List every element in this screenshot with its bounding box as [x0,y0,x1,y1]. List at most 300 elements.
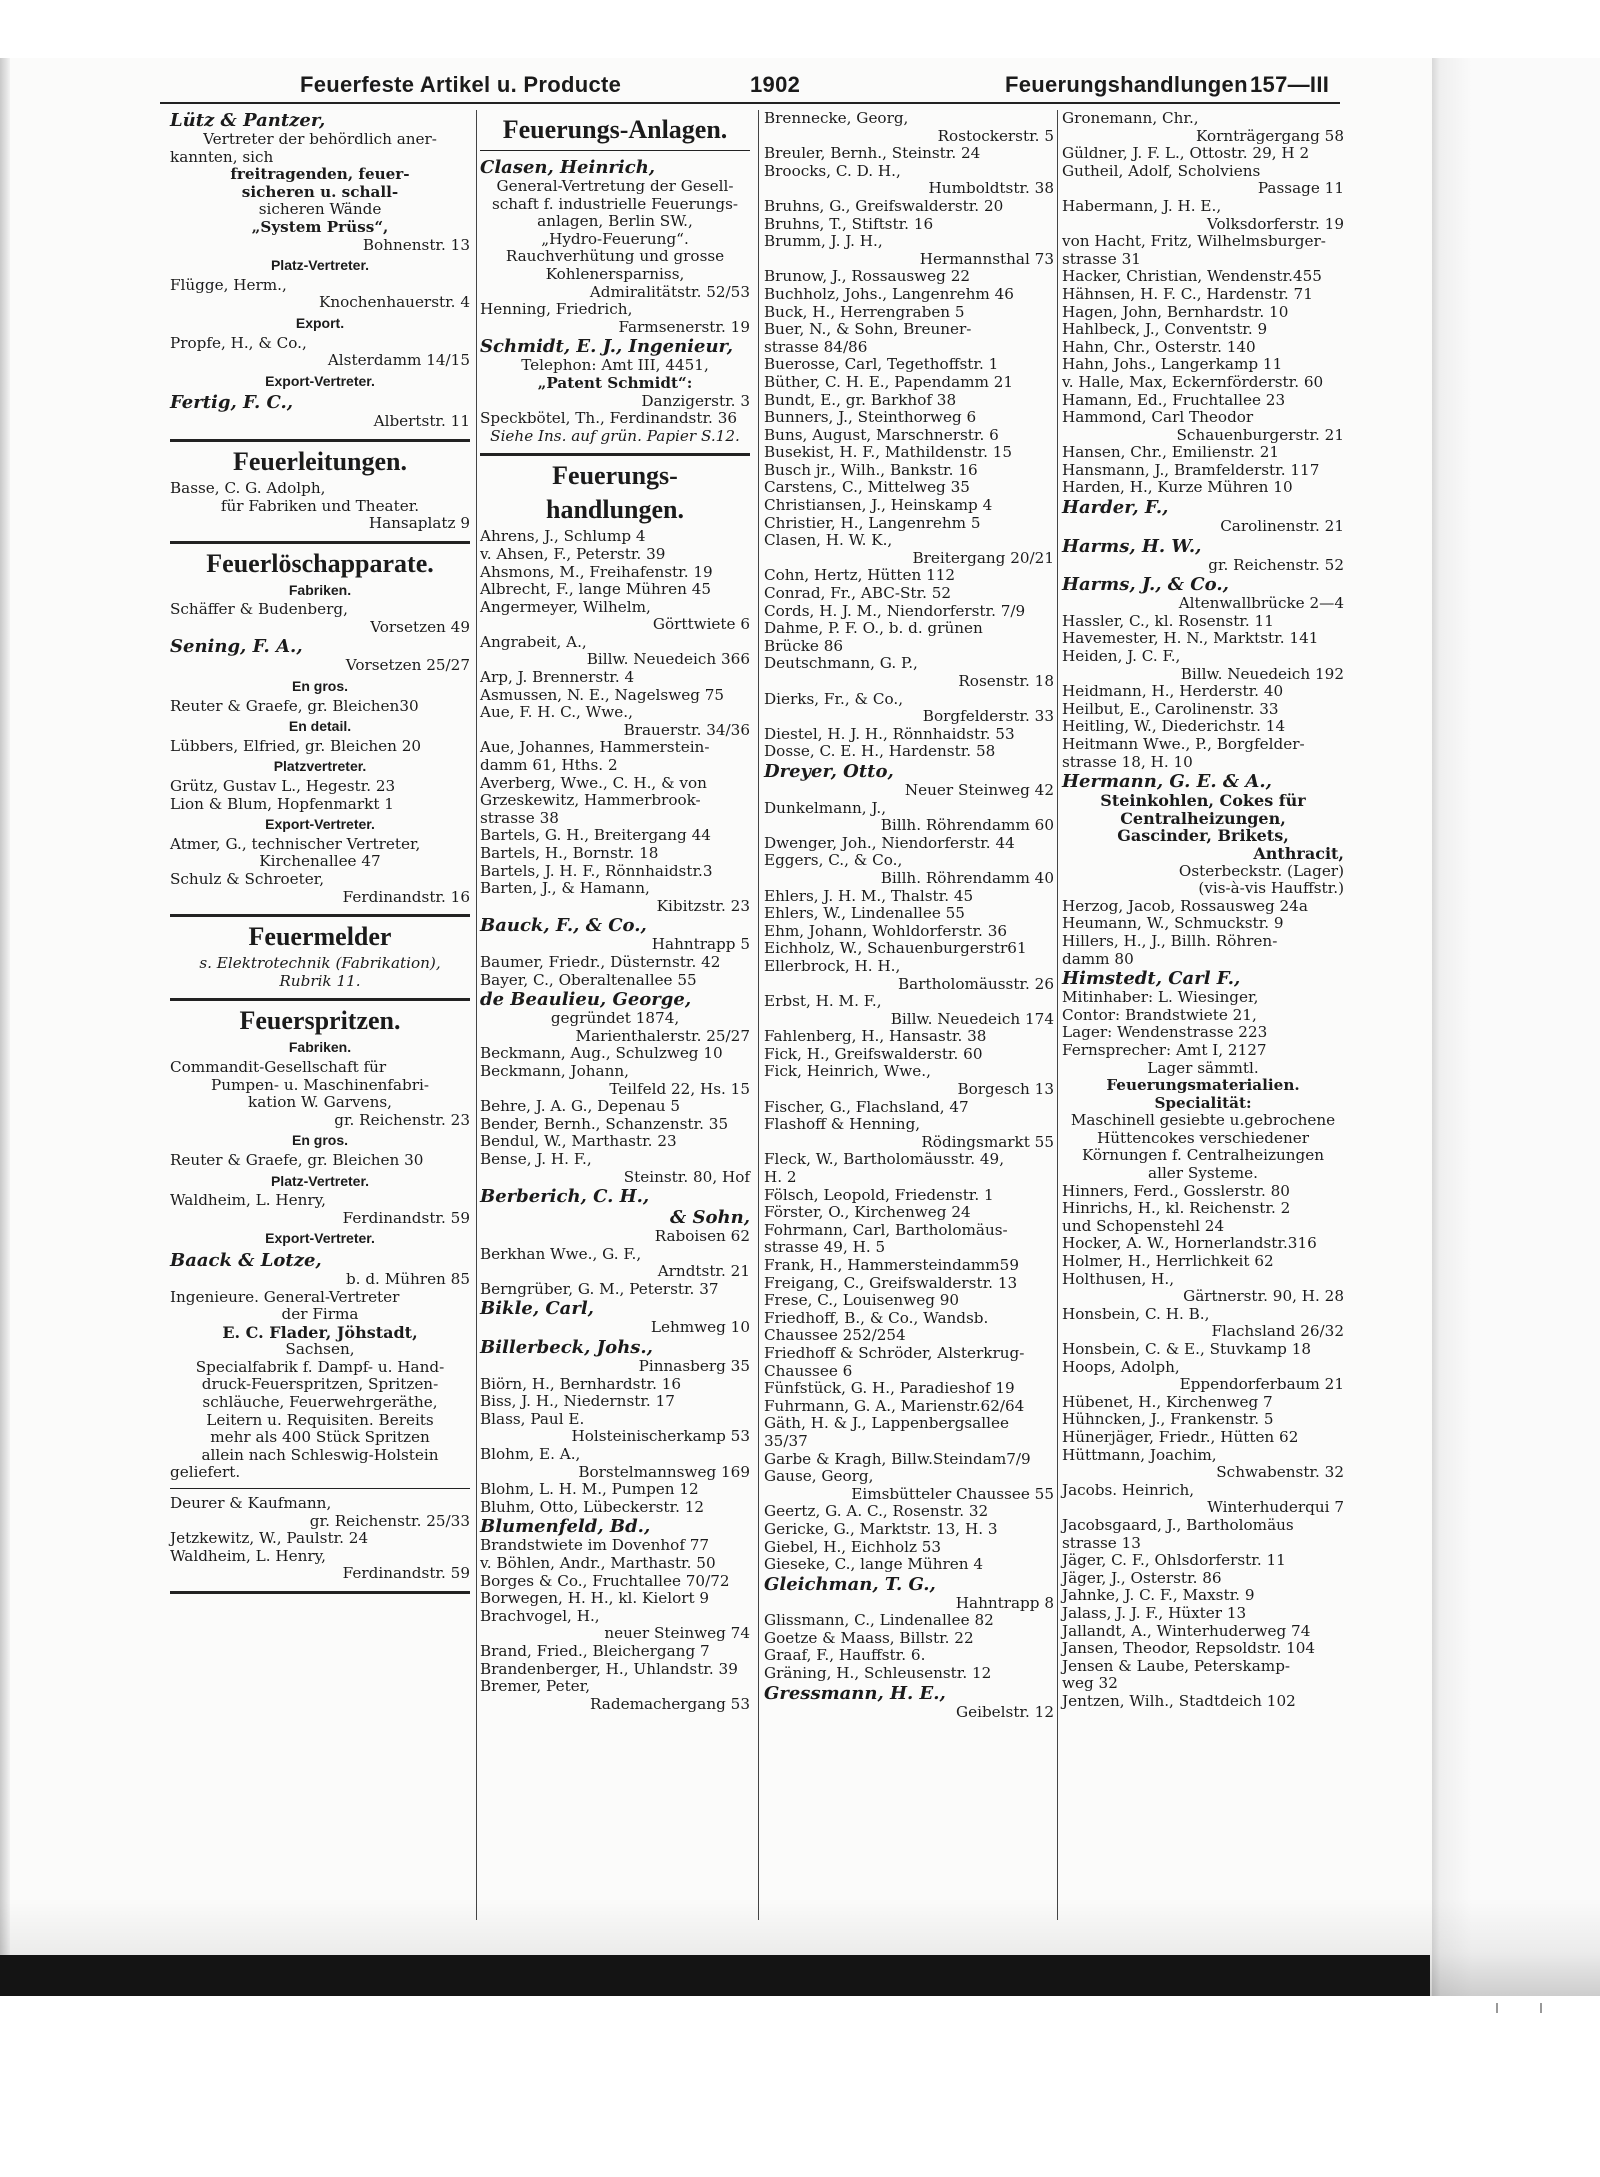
entry-line: Fahlenberg, H., Hansastr. 38 [764,1027,987,1046]
entry-line: Hammond, Carl Theodor [1062,408,1254,427]
entry-line: Ingenieure. General-Vertreter [170,1287,400,1306]
firm-name: Gleichman, T. G., [764,1573,936,1595]
entry-line: weg 32 [1062,1674,1118,1693]
entry-line: Erbst, H. M. F., [764,992,882,1011]
entry-line: Marienthalerstr. 25/27 [575,1026,750,1045]
entry-line: Pinnasberg 35 [638,1357,750,1376]
entry-line: Humboldtstr. 38 [928,179,1054,198]
entry-line: Jentzen, Wilh., Stadtdeich 102 [1062,1691,1296,1710]
entry-line: gr. Reichenstr. 52 [1208,555,1344,574]
entry-line: gr. Reichenstr. 25/33 [309,1511,470,1530]
header-page-number: 157—III [1250,72,1330,97]
entry-line: Görttwiete 6 [652,615,750,634]
entry-line: (vis-à-vis Hauffstr.) [1198,879,1344,898]
entry-line: aller Systeme. [1148,1164,1258,1183]
entry-line: Hocker, A. W., Hornerlandstr.316 [1062,1234,1317,1253]
entry-line: Lager: Wendenstrasse 223 [1062,1023,1268,1042]
entry-line: Lübbers, Elfried, gr. Bleichen 20 [170,736,422,755]
entry-line: Jensen & Laube, Peterskamp- [1062,1656,1291,1675]
entry-line: sicheren Wände [258,200,382,219]
entry-line: Ahsmons, M., Freihafenstr. 19 [480,562,713,581]
header-year: 1902 [750,72,801,97]
entry-line: Ferdinandstr. 59 [342,1208,470,1227]
entry-line: Beckmann, Johann, [480,1061,629,1080]
entry-line: E. C. Flader, Jöhstadt, [222,1322,418,1342]
entry-line: Albertstr. 11 [373,412,470,431]
entry-line: anlagen, Berlin SW., [537,212,693,231]
entry-line: Hinners, Ferd., Gosslerstr. 80 [1062,1181,1290,1200]
entry-line: Fölsch, Leopold, Friedenstr. 1 [764,1185,994,1204]
entry-line: damm 80 [1062,949,1134,968]
scan-bottom-edge [0,1955,1430,1996]
entry-line: Bartels, J. H. F., Rönnhaidstr.3 [480,861,713,880]
entry-line: Contor: Brandstwiete 21, [1062,1005,1257,1024]
entry-line: Heitling, W., Diederichstr. 14 [1062,717,1286,736]
entry-line: Giebel, H., Eichholz 53 [764,1537,942,1556]
entry-line: Telephon: Amt III, 4451, [521,356,709,375]
entry-line: Gieseke, C., lange Mühren 4 [764,1555,984,1574]
column-3 [764,110,1054,1721]
entry-line: sicheren u. schall- [241,182,399,201]
column-divider [1057,110,1058,1920]
entry-line: Borwegen, H. H., kl. Kielort 9 [480,1589,710,1608]
section-rule [480,150,750,151]
firm-name: Schmidt, E. J., Ingenieur, [480,336,733,358]
entry-line: allein nach Schleswig-Holstein [201,1445,439,1464]
entry-line: Biss, J. H., Niedernstr. 17 [480,1392,675,1411]
entry-line: Borges & Co., Fruchtallee 70/72 [480,1571,730,1590]
entry-line: Neuer Steinweg 42 [904,780,1054,799]
entry-line: Hinrichs, H., kl. Reichenstr. 2 [1062,1199,1291,1218]
entry-line: Anthracit, [1253,843,1344,863]
entry-line: Grzeskewitz, Hammerbrook- [480,791,701,810]
entry-line: Hansmann, J., Bramfelderstr. 117 [1062,460,1320,479]
entry-line: Brandenberger, H., Uhlandstr. 39 [480,1659,738,1678]
entry-line: Busch jr., Wilh., Bankstr. 16 [764,460,978,479]
entry-line: Eggers, C., & Co., [764,851,903,870]
entry-line: Rubrik 11. [279,971,361,990]
entry-line: Buck, H., Herrengraben 5 [764,302,965,321]
entry-line: Atmer, G., technischer Vertreter, [170,834,421,853]
entry-line: Frese, C., Louisenweg 90 [764,1291,960,1310]
entry-line: strasse 49, H. 5 [764,1238,886,1257]
entry-line: Gutheil, Adolf, Scholviens [1062,161,1261,180]
firm-name: Bauck, F., & Co., [480,915,647,937]
entry-line: Rosenstr. 18 [958,672,1054,690]
entry-line: Steinstr. 80, Hof [623,1167,750,1186]
entry-line: Grütz, Gustav L., Hegestr. 23 [170,777,396,796]
entry-line: Brand, Fried., Bleichergang 7 [480,1641,710,1660]
section-rule [170,439,470,442]
entry-line: Berkhan Wwe., G. F., [480,1244,642,1263]
entry-line: Steinkohlen, Cokes für [1100,791,1306,811]
entry-line: Fischer, G., Flachsland, 47 [764,1097,969,1116]
entry-line: Borgesch 13 [957,1080,1054,1099]
entry-line: Bartels, H., Bornstr. 18 [480,844,659,862]
entry-line: Siehe Ins. auf grün. Papier S.12. [490,426,740,445]
column-divider [758,110,759,1920]
entry-line: Alsterdamm 14/15 [327,351,470,370]
entry-line: Fohrmann, Carl, Bartholomäus- [764,1220,1008,1239]
subsection-label: En gros. [291,678,348,695]
firm-name: Billerbeck, Johs., [480,1337,653,1359]
entry-line: Frank, H., Hammersteindamm59 [764,1256,1019,1274]
entry-line: Brauerstr. 34/36 [623,720,750,739]
entry-line: Deutschmann, G. P., [764,654,918,673]
entry-line: General-Vertretung der Gesell- [496,177,734,195]
entry-line: Vorsetzen 25/27 [345,656,470,675]
entry-line: Breitergang 20/21 [912,548,1054,567]
entry-line: Hübenet, H., Kirchenweg 7 [1062,1392,1273,1411]
entry-line: Diestel, H. J. H., Rönnhaidstr. 53 [764,724,1015,743]
firm-name: Dreyer, Otto, [764,760,894,782]
column-2 [480,110,750,1713]
entry-line: v. Ahsen, F., Peterstr. 39 [480,544,666,563]
directory-page [10,58,1430,1958]
entry-line: Maschinell gesiebte u.gebrochene [1070,1111,1336,1130]
entry-line: Dahme, P. F. O., b. d. grünen [764,619,983,638]
entry-line: Rauchverhütung und grosse [505,247,725,266]
entry-line: Behre, J. A. G., Depenau 5 [480,1097,681,1116]
entry-line: gegründet 1874, [550,1009,680,1028]
entry-line: geliefert. [170,1463,241,1482]
entry-line: Broocks, C. D. H., [764,161,901,180]
entry-line: Havemester, H. N., Marktstr. 141 [1062,629,1319,648]
scan-right-margin [1432,58,1600,1996]
entry-line: Garbe & Kragh, Billw.Steindam7/9 [764,1449,1031,1468]
edge-mark [1540,2003,1542,2013]
entry-line: damm 61, Hths. 2 [480,756,618,775]
entry-line: Jansen, Theodor, Repsoldstr. 104 [1062,1639,1316,1658]
entry-line: Fernsprecher: Amt I, 2127 [1062,1040,1267,1059]
entry-line: v. Böhlen, Andr., Marthastr. 50 [480,1554,716,1572]
entry-line: neuer Steinweg 74 [604,1624,750,1643]
entry-line: Cords, H. J. M., Niendorferstr. 7/9 [764,601,1026,620]
entry-line: Dierks, Fr., & Co., [764,689,904,708]
entry-line: Leitern u. Requisiten. Bereits [206,1410,434,1429]
entry-line: kannten, sich [170,147,274,166]
firm-name: Harder, F., [1062,497,1169,519]
entry-line: Gärtnerstr. 90, H. 28 [1183,1287,1344,1306]
subsection-label: Platz-Vertreter. [270,1172,370,1189]
entry-line: von Hacht, Fritz, Wilhelmsburger- [1062,232,1326,251]
entry-line: Hühncken, J., Frankenstr. 5 [1062,1410,1274,1429]
entry-line: Glissmann, C., Lindenallee 82 [764,1611,994,1630]
entry-line: Dwenger, Joh., Niendorferstr. 44 [764,833,1015,852]
entry-line: Blohm, E. A., [480,1445,581,1464]
entry-line: Hüttmann, Joachim, [1062,1445,1217,1464]
firm-name: Berberich, C. H., [480,1186,650,1208]
entry-line: Borstelmannsweg 169 [578,1462,750,1481]
entry-line: schläuche, Feuerwehrgeräthe, [202,1393,438,1412]
entry-line: Fick, Heinrich, Wwe., [764,1062,931,1081]
section-rule [170,998,470,1001]
entry-line: freitragenden, feuer- [230,165,410,184]
entry-line: Hermannsthal 73 [919,249,1054,268]
entry-line: Bohnenstr. 13 [362,235,470,254]
entry-line: Propfe, H., & Co., [170,333,307,352]
entry-line: Bender, Bernh., Schanzenstr. 35 [480,1114,729,1133]
firm-name: & Sohn, [670,1207,750,1229]
entry-line: Lager sämmtl. [1147,1058,1259,1077]
entry-line: Brumm, J. J. H., [764,232,883,251]
entry-line: b. d. Mühren 85 [345,1269,470,1288]
section-heading: handlungen. [545,495,685,525]
entry-line: Eichholz, W., Schauenburgerstr61 [764,939,1027,958]
entry-line: Sachsen, [285,1340,355,1359]
entry-line: Hähnsen, H. F. C., Hardenstr. 71 [1062,284,1313,303]
entry-line: Kibitzstr. 23 [656,896,750,915]
firm-name: Baack & Lotze, [170,1249,322,1271]
entry-line: Kornträgergang 58 [1196,126,1344,145]
entry-line: Buer, N., & Sohn, Breuner- [764,320,972,339]
entry-line: der Firma [281,1305,359,1324]
entry-line: Schäffer & Budenberg, [170,600,348,619]
entry-line: Buerosse, Carl, Tegethoffstr. 1 [764,355,999,374]
entry-line: Kohlenersparniss, [545,264,685,283]
entry-line: Reuter & Graefe, gr. Bleichen30 [170,696,419,715]
entry-line: Friedhoff, B., & Co., Wandsb. [764,1308,989,1327]
entry-line: Jacobsgaard, J., Bartholomäus [1062,1515,1294,1534]
entry-line: Christiansen, J., Heinskamp 4 [764,496,993,515]
entry-line: Bunners, J., Steinthorweg 6 [764,408,977,427]
entry-line: Aue, F. H. C., Wwe., [480,703,633,722]
section-heading: Feuerleitungen. [232,446,408,476]
entry-line: Holthusen, H., [1062,1269,1175,1288]
entry-line: Biörn, H., Bernhardstr. 16 [480,1374,682,1393]
subsection-label: Export-Vertreter. [265,372,375,389]
entry-line: Honsbein, C. & E., Stuvkamp 18 [1062,1340,1312,1358]
entry-line: Blohm, L. H. M., Pumpen 12 [480,1480,699,1499]
entry-line: 35/37 [764,1431,808,1450]
firm-name: Clasen, Heinrich, [480,157,656,178]
entry-line: Fünfstück, G. H., Paradieshof 19 [764,1379,1015,1398]
entry-line: Osterbeckstr. (Lager) [1178,861,1344,880]
entry-line: H. 2 [764,1168,797,1187]
entry-line: Ferdinandstr. 16 [342,887,470,906]
entry-line: Rödingsmarkt 55 [921,1132,1054,1151]
entry-line: Geertz, G. A. C., Rosenstr. 32 [764,1502,989,1521]
section-heading: Feuermelder [248,922,392,952]
entry-line: Ahrens, J., Schlump 4 [480,527,646,546]
entry-line: Freigang, C., Greifswalderstr. 13 [764,1273,1018,1292]
entry-line: Flügge, Herm., [170,275,287,294]
edge-mark [1496,2003,1498,2013]
entry-line: Fleck, W., Bartholomäusstr. 49, [764,1150,1005,1169]
subsection-label: Fabriken. [288,1039,352,1056]
entry-line: Heilbut, E., Carolinenstr. 33 [1062,699,1279,718]
entry-line: Chaussee 252/254 [764,1326,906,1345]
entry-line: Hahntrapp 5 [651,935,750,954]
entry-line: Heumann, W., Schmuckstr. 9 [1062,914,1284,933]
entry-line: Brücke 86 [764,636,844,655]
entry-line: Geibelstr. 12 [955,1702,1054,1721]
entry-line: Schulz & Schroeter, [170,870,325,888]
entry-line: Berngrüber, G. M., Peterstr. 37 [480,1279,719,1298]
entry-line: Ferdinandstr. 59 [342,1564,470,1583]
entry-line: Eppendorferbaum 21 [1179,1375,1344,1394]
entry-line: Waldheim, L. Henry, [170,1546,327,1565]
entry-line: Hassler, C., kl. Rosenstr. 11 [1062,611,1274,630]
entry-line: Gronemann, Chr., [1062,109,1199,127]
entry-line: Hillers, H., J., Billh. Röhren- [1062,931,1278,950]
entry-line: Lehmweg 10 [650,1318,750,1337]
entry-line: Gericke, G., Marktstr. 13, H. 3 [764,1519,998,1538]
subsection-label: Fabriken. [288,581,352,598]
entry-line: Busekist, H. F., Mathildenstr. 15 [764,443,1013,462]
column-divider [476,110,477,1920]
entry-line: strasse 31 [1062,249,1141,268]
entry-line: strasse 18, H. 10 [1062,752,1193,771]
entry-line: Volksdorferstr. 19 [1206,214,1344,233]
entry-line: Schauenburgerstr. 21 [1176,425,1344,444]
entry-line: Gause, Georg, [764,1467,874,1486]
entry-line: Eimsbütteler Chaussee 55 [851,1484,1054,1503]
entry-line: Centralheizungen, [1120,808,1286,828]
running-header [160,66,1340,104]
firm-name: Harms, J., & Co., [1062,574,1229,596]
entry-line: Conrad, Fr., ABC-Str. 52 [764,584,952,603]
section-rule [170,1591,470,1594]
entry-line: Reuter & Graefe, gr. Bleichen 30 [170,1150,424,1169]
subsection-label: En detail. [288,718,352,735]
entry-line: Büther, C. H. E., Papendamm 21 [764,372,1014,391]
entry-line: „Patent Schmidt“: [537,373,693,392]
firm-name: Hermann, G. E. & A., [1062,771,1272,793]
entry-line: Gascinder, Brikets, [1117,826,1289,846]
entry-line: Teilfeld 22, Hs. 15 [609,1079,750,1098]
section-heading: Feuerungs- [552,461,678,491]
entry-line: Holsteinischerkamp 53 [571,1427,750,1446]
entry-line: Altenwallbrücke 2—4 [1178,594,1344,613]
subsection-label: Export-Vertreter. [265,816,375,833]
entry-line: Güldner, J. F. L., Ottostr. 29, H 2 [1062,144,1310,163]
section-rule [170,914,470,917]
subsection-label: Platzvertreter. [273,758,367,775]
entry-line: Bartholomäusstr. 26 [897,974,1054,993]
entry-line: Dosse, C. E. H., Hardenstr. 58 [764,742,996,761]
entry-line: Herzog, Jacob, Rossausweg 24a [1062,896,1308,915]
entry-line: Barten, J., & Hamann, [480,879,650,898]
entry-line: Brennecke, Georg, [764,109,909,127]
entry-line: Carolinenstr. 21 [1220,517,1344,536]
subsection-label: Platz-Vertreter. [270,257,370,274]
entry-line: Jäger, C. F., Ohlsdorferstr. 11 [1062,1551,1286,1570]
entry-line: Buchholz, Johs., Langenrehm 46 [764,284,1014,303]
entry-line: Aue, Johannes, Hammerstein- [480,738,710,757]
entry-line: Billw. Neuedeich 174 [890,1009,1054,1028]
entry-line: Hamann, Ed., Fruchtallee 23 [1062,390,1286,409]
entry-line: Billh. Röhrendamm 60 [880,816,1054,835]
entry-line: Bayer, C., Oberaltenallee 55 [480,970,697,989]
section-rule [170,1488,470,1489]
section-heading: Feuerlöschapparate. [206,548,434,578]
entry-line: Bendul, W., Marthastr. 23 [480,1132,677,1151]
entry-line: Clasen, H. W. K., [764,531,893,550]
entry-line: Angrabeit, A., [480,632,587,651]
entry-line: Waldheim, L. Henry, [170,1191,327,1210]
entry-line: Honsbein, C. H. B., [1062,1304,1210,1323]
subsection-label: Export-Vertreter. [265,1230,375,1247]
entry-line: Hagen, John, Bernhardstr. 10 [1062,302,1289,321]
entry-line: Jalass, J. J. F., Hüxter 13 [1062,1603,1247,1622]
entry-line: Bartels, G. H., Breitergang 44 [480,826,711,845]
entry-line: Holmer, H., Herrlichkeit 62 [1062,1252,1274,1271]
entry-line: Fick, H., Greifswalderstr. 60 [764,1044,983,1063]
entry-line: Hansaplatz 9 [368,514,470,533]
section-heading: Feuerungs-Anlagen. [502,115,728,144]
entry-line: „System Prüss“, [251,217,389,236]
entry-line: gr. Reichenstr. 23 [334,1110,470,1129]
entry-line: Bruhns, T., Stiftstr. 16 [764,214,934,233]
entry-line: Bremer, Peter, [480,1677,591,1696]
entry-line: Habermann, J. H. E., [1062,196,1222,215]
entry-line: Hünerjäger, Friedr., Hütten 62 [1062,1427,1299,1446]
entry-line: Admiralitätstr. 52/53 [589,282,750,301]
entry-line: strasse 13 [1062,1533,1141,1552]
entry-line: strasse 84/86 [764,337,868,356]
entry-line: Henning, Friedrich, [480,300,633,319]
entry-line: Hoops, Adolph, [1062,1357,1180,1376]
entry-line: Raboisen 62 [654,1227,750,1246]
entry-line: Hahn, Johs., Langerkamp 11 [1062,355,1283,374]
entry-line: Jacobs. Heinrich, [1062,1480,1195,1499]
firm-name: Gressmann, H. E., [764,1682,946,1704]
entry-line: Gräning, H., Schleusenstr. 12 [764,1664,992,1683]
entry-line: Angermeyer, Wilhelm, [480,597,651,616]
header-right-title: Feuerungshandlungen [1005,72,1248,97]
entry-line: kation W. Garvens, [248,1093,392,1112]
entry-line: Farmsenerstr. 19 [618,317,750,336]
entry-line: Heiden, J. C. F., [1062,647,1181,666]
entry-line: Goetze & Maass, Billstr. 22 [764,1628,974,1647]
entry-line: Billh. Röhrendamm 40 [880,868,1054,887]
entry-line: Vertreter der behördlich aner- [203,130,437,148]
entry-line: und Schopenstehl 24 [1062,1216,1225,1235]
entry-line: Feuerungsmaterialien. [1106,1076,1300,1095]
entry-line: Cohn, Hertz, Hütten 112 [764,566,956,585]
entry-line: „Hydro-Feuerung“. [541,229,689,248]
entry-line: v. Halle, Max, Eckernförderstr. 60 [1062,372,1324,391]
section-rule [170,541,470,544]
entry-line: Baumer, Friedr., Düsternstr. 42 [480,952,721,971]
firm-name: Harms, H. W., [1062,535,1202,557]
entry-line: Harden, H., Kurze Mühren 10 [1062,478,1293,497]
entry-line: Passage 11 [1257,179,1344,198]
entry-line: Hacker, Christian, Wendenstr.455 [1062,267,1322,286]
entry-line: Speckbötel, Th., Ferdinandstr. 36 [480,409,738,428]
entry-line: Commandit-Gesellschaft für [170,1057,387,1076]
entry-line: Specialfabrik f. Dampf- u. Hand- [195,1357,445,1376]
section-rule [480,453,750,456]
entry-line: Bruhns, G., Greifswalderstr. 20 [764,196,1004,215]
entry-line: Specialität: [1154,1093,1252,1112]
entry-line: Jäger, J., Osterstr. 86 [1062,1568,1222,1587]
entry-line: Flashoff & Henning, [764,1115,921,1134]
entry-line: Flachsland 26/32 [1211,1322,1344,1341]
entry-line: Bense, J. H. F., [480,1149,592,1168]
entry-line: schaft f. industrielle Feuerungs- [491,194,739,213]
entry-line: für Fabriken und Theater. [220,496,420,515]
entry-line: Blass, Paul E. [480,1409,585,1428]
entry-line: druck-Feuerspritzen, Spritzen- [201,1375,439,1394]
entry-line: Deurer & Kaufmann, [170,1494,332,1513]
entry-line: Körnungen f. Centralheizungen [1081,1146,1325,1165]
entry-line: Bluhm, Otto, Lübeckerstr. 12 [480,1497,705,1516]
entry-line: Ehlers, J. H. M., Thalstr. 45 [764,886,974,905]
entry-line: strasse 38 [480,808,559,827]
entry-line: Jallandt, A., Winterhuderweg 74 [1062,1621,1311,1640]
